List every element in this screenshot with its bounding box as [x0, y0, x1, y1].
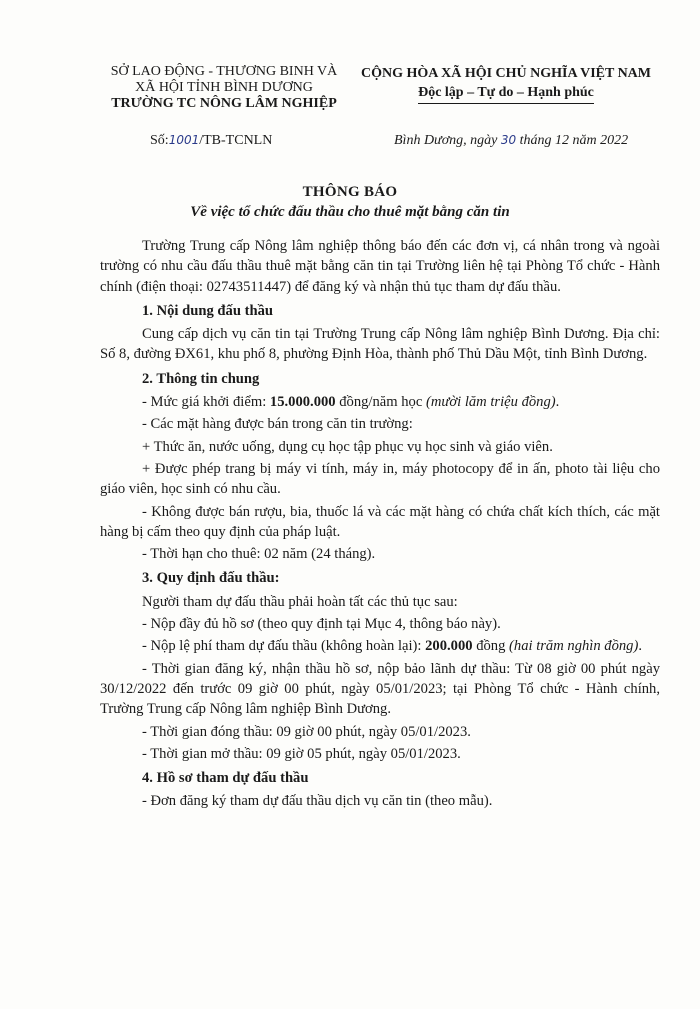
- nation-name: CỘNG HÒA XÃ HỘI CHỦ NGHĨA VIỆT NAM: [360, 66, 651, 81]
- section-1-text: Cung cấp dịch vụ căn tin tại Trường Trung cấp Nông lâm nghiệp Bình Dương. Địa chỉ: Số 8, đường ĐX61, khu phố 8, phường Định Hòa, thành phố Thủ Dầu Một, tỉnh Bình Dương.: [100, 326, 660, 363]
- starting-price-words: (mười lăm triệu đồng): [425, 394, 556, 411]
- notice-subtitle: Về việc tổ chức đấu thầu cho thuê mặt bằng căn tin: [190, 204, 510, 220]
- national-header: [346, 64, 666, 104]
- starting-price-unit: đồng/năm học: [335, 394, 426, 411]
- starting-price: [100, 392, 660, 412]
- starting-price-label: - Mức giá khởi điểm:: [142, 394, 270, 411]
- section-3-intro: Người tham dự đấu thầu phải hoàn tất các thủ tục sau:: [142, 593, 458, 610]
- fee-label: - Nộp lệ phí tham dự đấu thầu (không hoàn lại):: [142, 638, 426, 655]
- fee-end: .: [638, 638, 643, 655]
- date-day-handwritten: 30: [500, 133, 517, 147]
- national-motto: Độc lập – Tự do – Hạnh phúc: [418, 83, 594, 104]
- registration-period: - Thời gian đăng ký, nhận thầu hồ sơ, nộp bảo lãnh dự thầu: Từ 08 giờ 00 phút ngày 30/12/2022 đến trước 09 giờ 00 phút, ngày 05/01/2023; tại Phòng Tổ chức - Hành chính, Trường Trung cấp Nông lâm nghiệp Bình Dương.: [100, 660, 660, 718]
- lease-term: - Thời hạn cho thuê: 02 năm (24 tháng).: [142, 546, 376, 563]
- school-name: TRƯỜNG TC NÔNG LÂM NGHIỆP: [111, 96, 337, 111]
- section-2-heading: 2. Thông tin chung: [142, 370, 260, 387]
- bid-opening-time: - Thời gian mở thầu: 09 giờ 05 phút, ngày 05/01/2023.: [142, 745, 461, 762]
- intro-paragraph: Trường Trung cấp Nông lâm nghiệp thông báo đến các đơn vị, cá nhân trong và ngoài trường có nhu cầu đấu thầu thuê mặt bằng căn tin tại Trường liên hệ tại Phòng Tổ chức - Hành chính (điện thoại: 02743511447) để đăng ký và nhận thủ tục tham dự đấu thầu.: [100, 238, 660, 295]
- goods-item-1: + Thức ăn, nước uống, dụng cụ học tập phục vụ học sinh và giáo viên.: [142, 438, 553, 455]
- section-3-heading: 3. Quy định đấu thầu:: [142, 570, 280, 587]
- starting-price-end: .: [555, 394, 560, 411]
- section-1-heading: 1. Nội dung đấu thầu: [142, 302, 273, 319]
- issuing-agency: [100, 64, 348, 112]
- prohibited-goods: - Không được bán rượu, bia, thuốc lá và các mặt hàng có chứa chất kích thích, các mặt hàng bị cấm theo quy định của pháp luật.: [100, 503, 660, 540]
- date-suffix: tháng 12 năm 2022: [519, 133, 629, 148]
- document-number: [150, 133, 272, 149]
- document-date: [394, 133, 628, 149]
- fee-words: (hai trăm nghìn đồng): [509, 638, 639, 655]
- section-3-item-1: - Nộp đầy đủ hồ sơ (theo quy định tại Mục 4, thông báo này).: [142, 616, 501, 633]
- fee-value: 200.000: [425, 638, 473, 655]
- bid-closing-time: - Thời gian đóng thầu: 09 giờ 00 phút, ngày 05/01/2023.: [142, 723, 471, 740]
- fee-unit: đồng: [472, 638, 510, 655]
- goods-item-2: + Được phép trang bị máy vi tính, máy in, máy photocopy để in ấn, photo tài liệu cho giáo viên, học sinh có nhu cầu.: [100, 460, 660, 498]
- doc-number-handwritten: 1001: [168, 133, 200, 147]
- notice-title: THÔNG BÁO: [302, 184, 398, 200]
- date-prefix: Bình Dương, ngày: [394, 133, 498, 148]
- ministry-line-2: XÃ HỘI TỈNH BÌNH DƯƠNG: [135, 80, 313, 95]
- goods-intro: - Các mặt hàng được bán trong căn tin trường:: [142, 416, 413, 433]
- starting-price-value: 15.000.000: [269, 394, 336, 411]
- doc-number-suffix: /TB-TCNLN: [199, 133, 273, 148]
- notice-body: [100, 236, 660, 816]
- section-4-item-1: - Đơn đăng ký tham dự đấu thầu dịch vụ căn tin (theo mẫu).: [142, 793, 493, 810]
- ministry-line-1: SỞ LAO ĐỘNG - THƯƠNG BINH VÀ: [110, 64, 338, 79]
- section-4-heading: 4. Hồ sơ tham dự đấu thầu: [142, 770, 309, 787]
- participation-fee: [100, 636, 660, 656]
- doc-number-prefix: Số:: [150, 133, 169, 148]
